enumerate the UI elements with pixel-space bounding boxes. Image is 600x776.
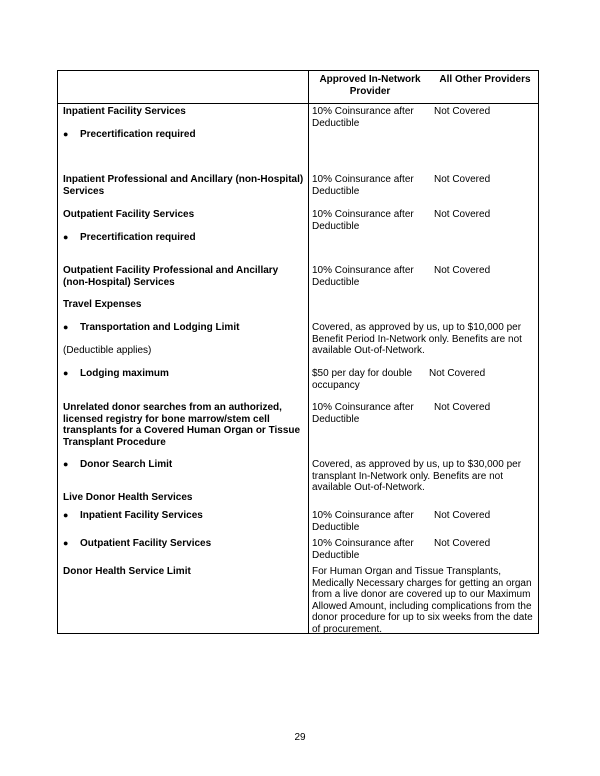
row-in-network: Covered, as approved by us, up to $10,000 per Benefit Period In-Network only. Benefits are not available Out-of-Network. (312, 322, 522, 356)
row-label: Inpatient Facility Services (63, 106, 186, 117)
row-note: (Deductible applies) (63, 345, 152, 356)
row-label: Outpatient Facility Services (63, 209, 195, 220)
row-in-network: 10% Coinsurance after Deductible (312, 174, 414, 197)
row-other: Not Covered (434, 106, 491, 117)
row-other: Not Covered (434, 265, 491, 276)
benefits-table (57, 70, 539, 634)
row-in-network: 10% Coinsurance after Deductible (312, 510, 414, 533)
bullet-icon: ● (63, 368, 69, 378)
header-divider (58, 103, 538, 104)
row-sub-label: Precertification required (80, 232, 196, 243)
bullet-icon: ● (63, 322, 69, 332)
section-heading: Travel Expenses (63, 299, 142, 310)
bullet-icon: ● (63, 232, 69, 242)
bullet-icon: ● (63, 129, 69, 139)
header-other-providers: All Other Providers (439, 74, 531, 85)
row-label: Inpatient Facility Services (80, 510, 203, 521)
bullet-icon: ● (63, 459, 69, 469)
row-label: Donor Search Limit (80, 459, 173, 470)
row-in-network: 10% Coinsurance after Deductible (312, 265, 414, 288)
bullet-icon: ● (63, 510, 69, 520)
row-in-network: 10% Coinsurance after Deductible (312, 402, 414, 425)
row-in-network: 10% Coinsurance after Deductible (312, 106, 414, 129)
bullet-icon: ● (63, 538, 69, 548)
header-in-network: Approved In-Network Provider (319, 74, 421, 97)
row-label: Transportation and Lodging Limit (80, 322, 240, 333)
row-label: Outpatient Facility Services (80, 538, 212, 549)
row-label: Donor Health Service Limit (63, 566, 191, 577)
row-label: Lodging maximum (80, 368, 169, 379)
row-in-network: $50 per day for double occupancy (312, 368, 413, 391)
row-in-network: 10% Coinsurance after Deductible (312, 538, 414, 561)
row-in-network: 10% Coinsurance after Deductible (312, 209, 414, 232)
row-label: Unrelated donor searches from an authorized, licensed registry for bone marrow/stem cell transplants for a Covered Human Organ or Tissue Transplant Procedure (63, 402, 301, 448)
page-number: 29 (294, 732, 306, 743)
row-sub-label: Precertification required (80, 129, 196, 140)
row-other: Not Covered (434, 174, 491, 185)
row-label: Outpatient Facility Professional and Ancillary (non-Hospital) Services (63, 265, 279, 288)
section-heading: Live Donor Health Services (63, 492, 193, 503)
row-other: Not Covered (429, 368, 486, 379)
row-other: Not Covered (434, 510, 491, 521)
row-in-network: For Human Organ and Tissue Transplants, Medically Necessary charges for getting an organ from a live donor are covered up to our Maximum Allowed Amount, including complications from the donor procedure for up to six weeks from the date of procurement. (312, 566, 533, 635)
row-other: Not Covered (434, 209, 491, 220)
row-other: Not Covered (434, 402, 491, 413)
row-label: Inpatient Professional and Ancillary (non-Hospital) Services (63, 174, 304, 197)
row-in-network: Covered, as approved by us, up to $30,000 per transplant In-Network only. Benefits are not available Out-of-Network. (312, 459, 522, 493)
column-divider (308, 71, 309, 633)
row-other: Not Covered (434, 538, 491, 549)
